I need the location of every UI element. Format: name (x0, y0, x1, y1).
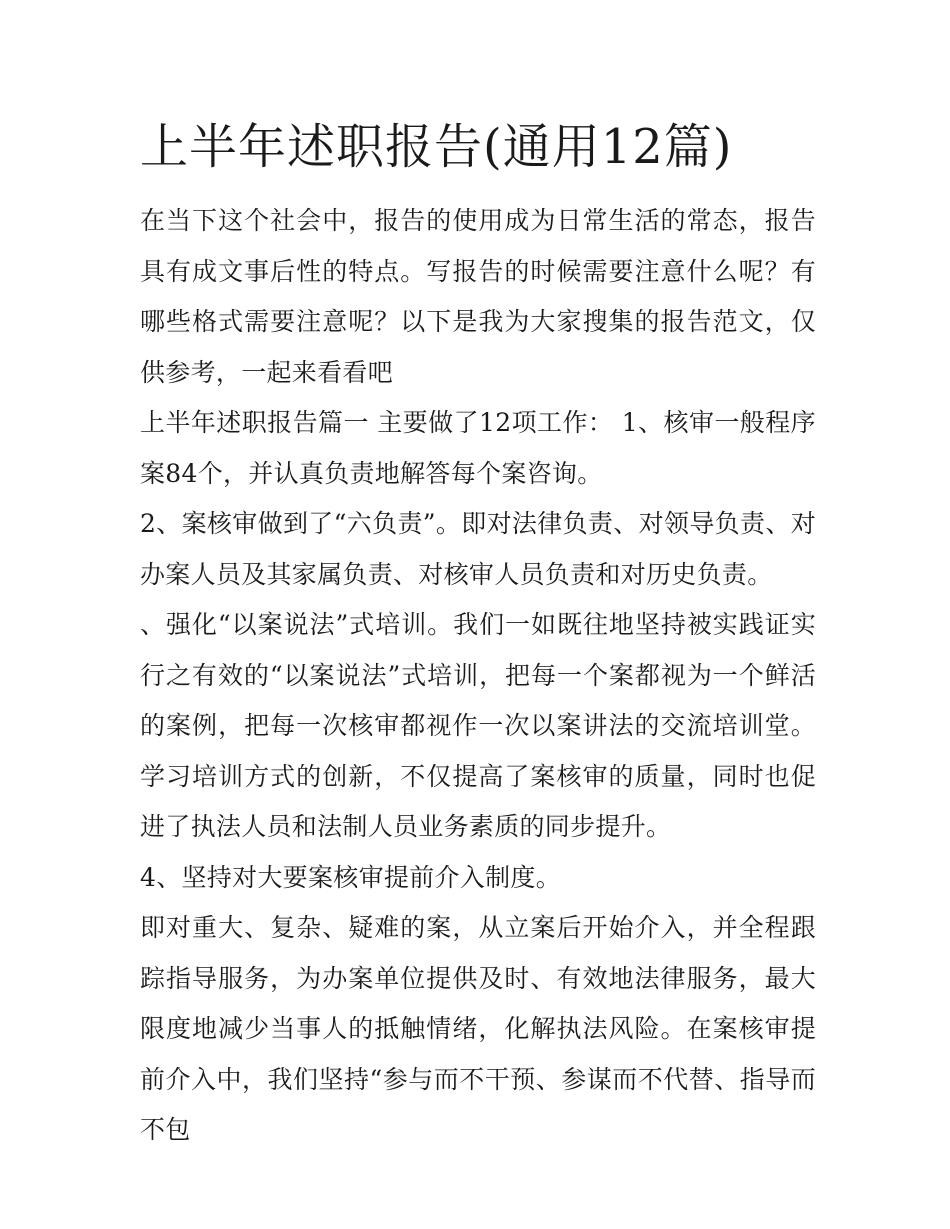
section-one-paragraph: 上半年述职报告篇一 主要做了12项工作： 1、核审一般程序案84个，并认真负责地解答每个案咨询。 (140, 408, 816, 488)
document-title: 上半年述职报告(通用12篇) (140, 119, 733, 175)
document-body (140, 196, 816, 1156)
item-three-paragraph: 、强化“以案说法”式培训。我们一如既往地坚持被实践证实行之有效的“以案说法”式培训，把每一个案都视为一个鲜活的案例，把每一次核审都视作一次以案讲法的交流培训堂。学习培训方式的创新，不仅提高了案核审的质量，同时也促进了执法人员和法制人员业务素质的同步提升。 (140, 610, 816, 841)
intro-paragraph: 在当下这个社会中，报告的使用成为日常生活的常态，报告具有成文事后性的特点。写报告的时候需要注意什么呢？有哪些格式需要注意呢？以下是我为大家搜集的报告范文，仅供参考，一起来看看吧 (140, 206, 816, 387)
item-two-paragraph: 2、案核审做到了“六负责”。即对法律负责、对领导负责、对办案人员及其家属负责、对核审人员负责和对历史负责。 (140, 509, 816, 589)
item-four-detail-paragraph: 即对重大、复杂、疑难的案，从立案后开始介入，并全程跟踪指导服务，为办案单位提供及时、有效地法律服务，最大限度地减少当事人的抵触情绪，化解执法风险。在案核审提前介入中，我们坚持“参与而不干预、参谋而不代替、指导而不包 (140, 913, 816, 1144)
item-four-paragraph: 4、坚持对大要案核审提前介入制度。 (140, 862, 562, 892)
